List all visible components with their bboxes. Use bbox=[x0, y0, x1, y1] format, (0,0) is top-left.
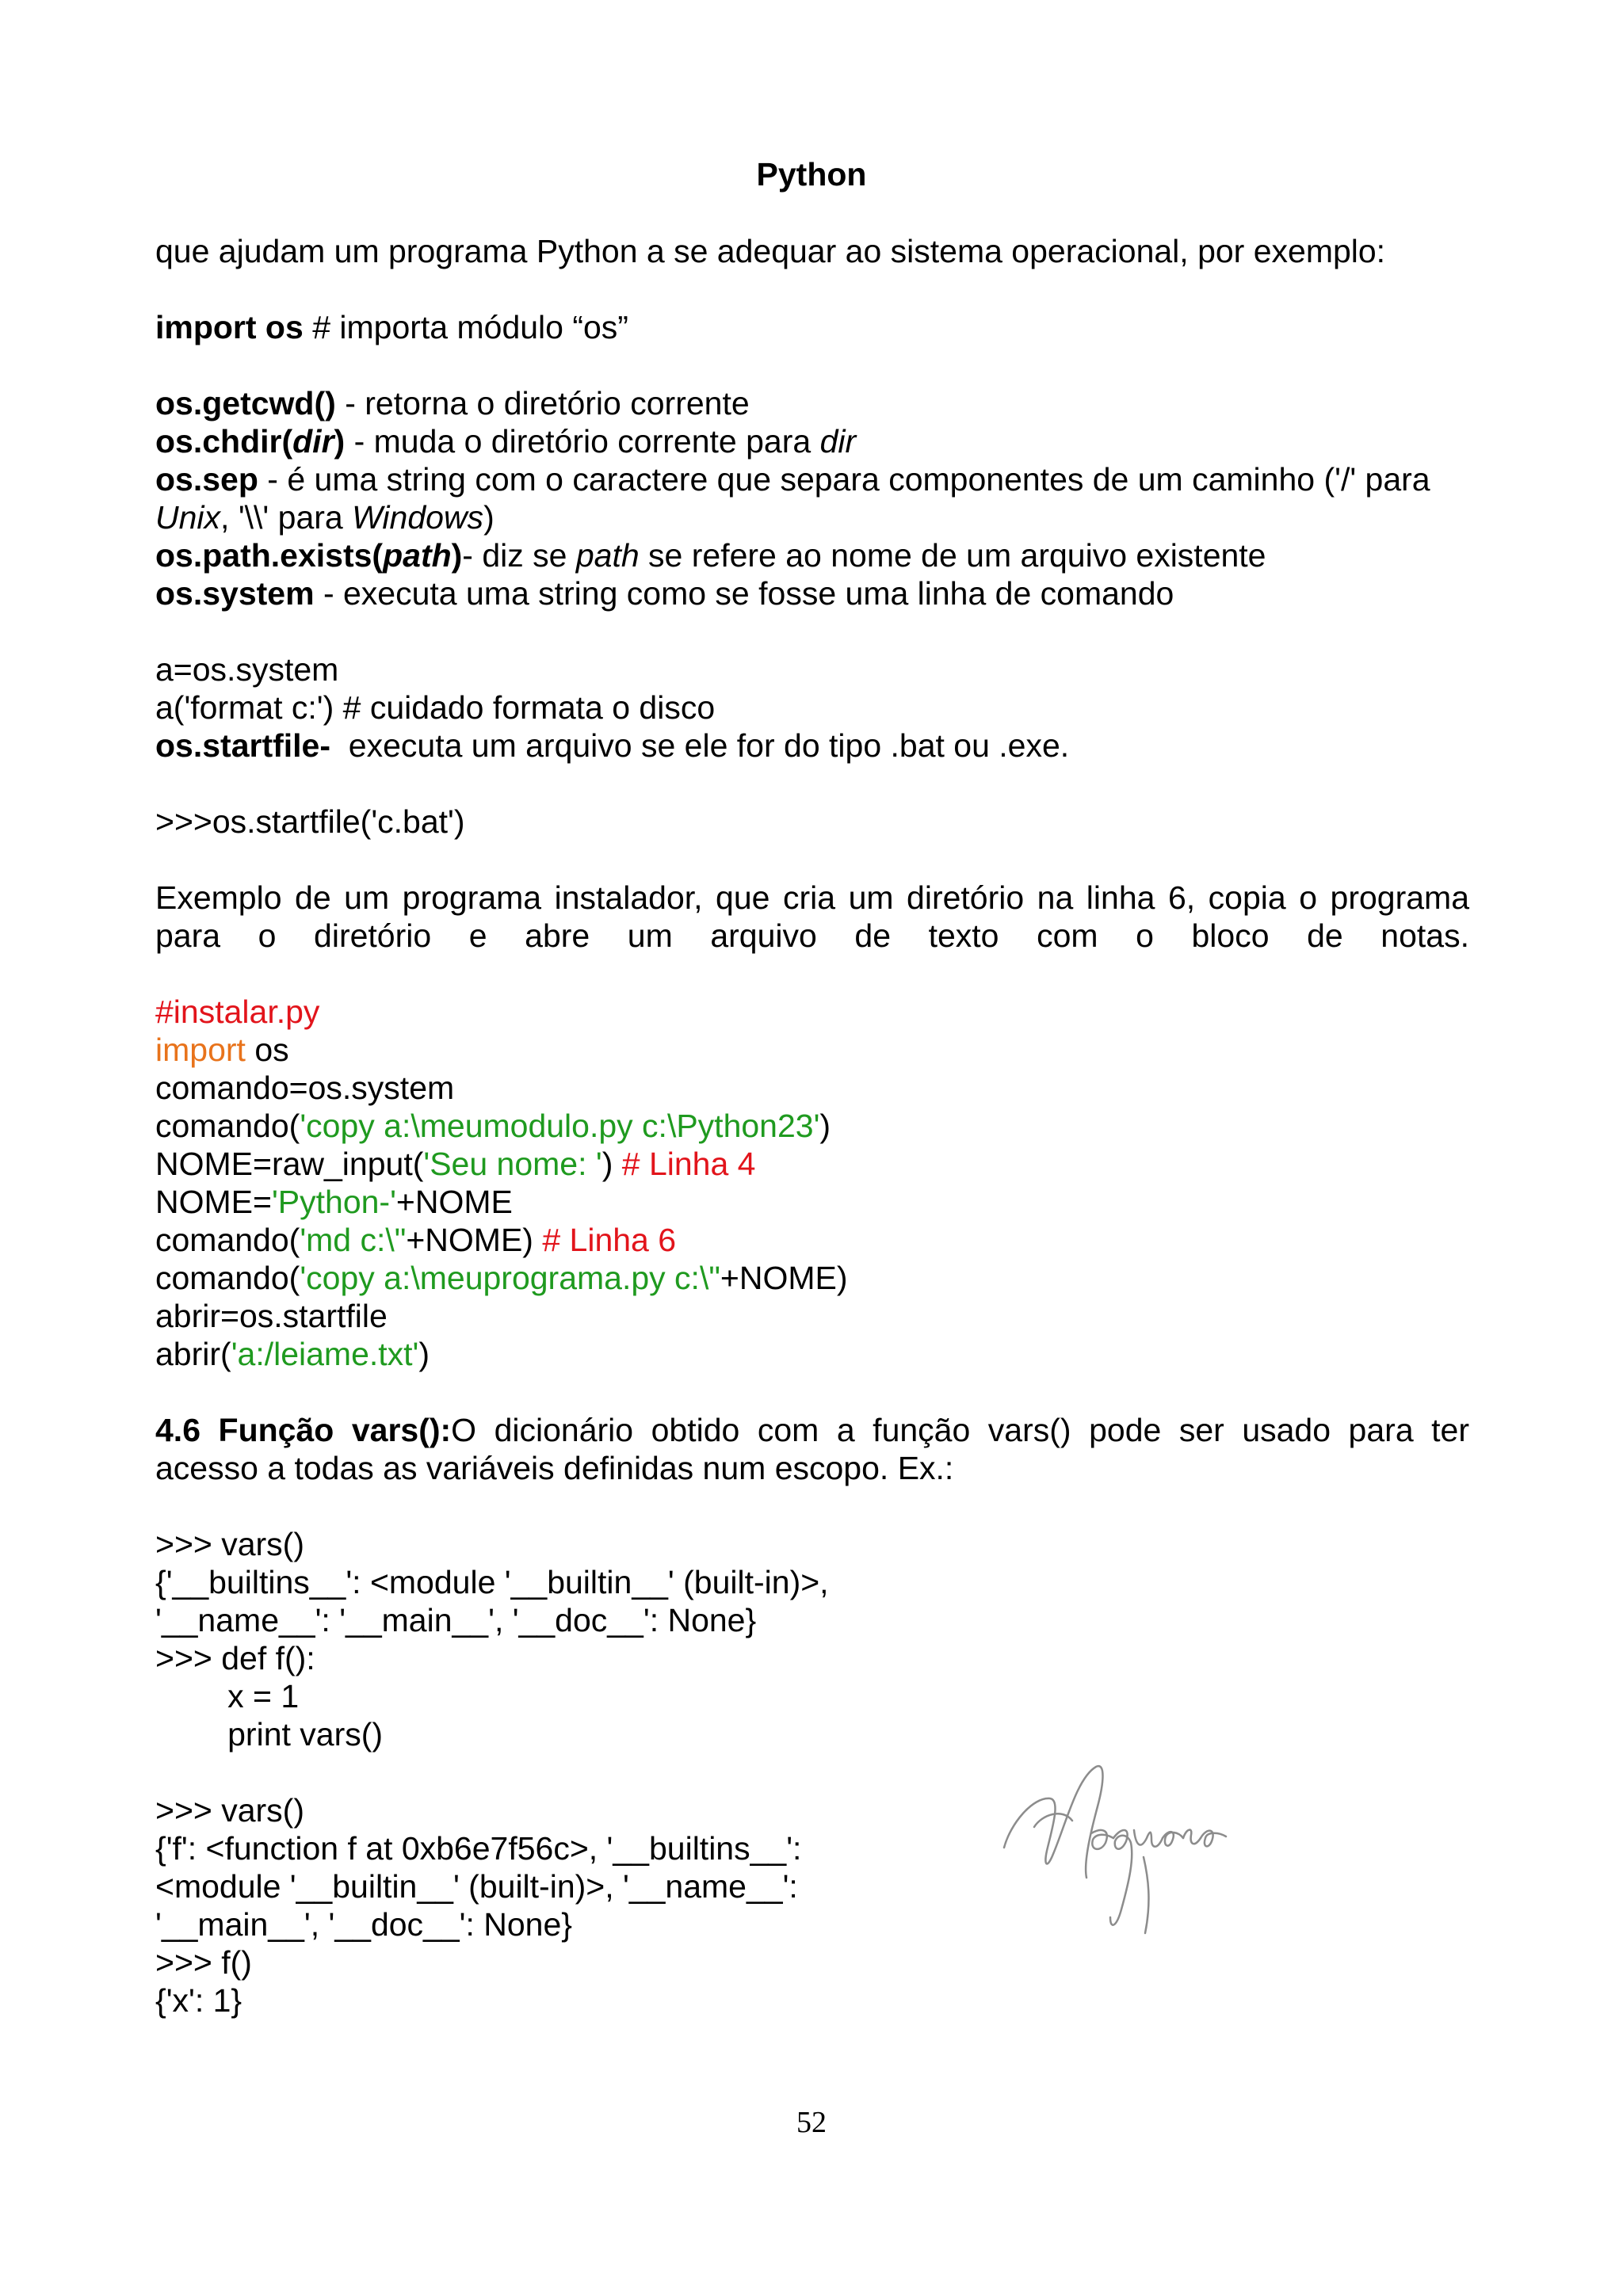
vars-line: {'__builtins__': <module '__builtin__' (built-in)>, bbox=[155, 1564, 829, 1600]
code-l10-a: abrir( bbox=[155, 1336, 231, 1372]
code-import-rest: os bbox=[245, 1032, 289, 1068]
code-line-9: abrir=os.startfile bbox=[155, 1298, 388, 1334]
startfile-example: >>>os.startfile('c.bat') bbox=[155, 803, 465, 840]
code-l4-b: ) bbox=[819, 1108, 831, 1144]
vars-line: >>> vars() bbox=[155, 1526, 304, 1562]
signature-drawing bbox=[995, 1751, 1232, 1941]
import-os-code: import os bbox=[155, 309, 304, 345]
signature-image bbox=[995, 1751, 1232, 1941]
code-l10-string: 'a:/leiame.txt' bbox=[231, 1336, 419, 1372]
code-line-6 bbox=[155, 1183, 513, 1221]
code-line-7 bbox=[155, 1221, 676, 1259]
exists-desc: - diz se bbox=[462, 537, 576, 574]
vars-line: {'f': <function f at 0xb6e7f56c>, '__builtins__': bbox=[155, 1830, 802, 1867]
vars-line: x = 1 bbox=[155, 1678, 300, 1714]
code-l8-b: +NOME) bbox=[720, 1260, 848, 1296]
system-example-line-2: a('format c:') # cuidado formata o disco bbox=[155, 689, 716, 726]
chdir-line bbox=[155, 422, 856, 460]
code-l4-a: comando( bbox=[155, 1108, 300, 1144]
code-line-3: comando=os.system bbox=[155, 1070, 455, 1106]
installer-description: Exemplo de um programa instalador, que cria um diretório na linha 6, copia o programa para o diretório e abre um arquivo de texto com o bloco de notas. bbox=[155, 879, 1469, 954]
section-46-line-2: acesso a todas as variáveis definidas num escopo. Ex.: bbox=[155, 1450, 954, 1486]
exists-line bbox=[155, 536, 1266, 574]
chdir-desc-arg: dir bbox=[819, 423, 857, 460]
section-46-title: 4.6 Função vars(): bbox=[155, 1412, 452, 1448]
section-46-line-1 bbox=[155, 1411, 1469, 1449]
getcwd-line bbox=[155, 384, 750, 422]
chdir-desc: - muda o diretório corrente para bbox=[345, 423, 820, 460]
code-l8-a: comando( bbox=[155, 1260, 300, 1296]
code-l5-a: NOME=raw_input( bbox=[155, 1146, 424, 1182]
code-line-10 bbox=[155, 1335, 430, 1373]
vars-line: <module '__builtin__' (built-in)>, '__name__': bbox=[155, 1868, 798, 1905]
import-os-line bbox=[155, 308, 628, 346]
startfile-name: os.startfile- bbox=[155, 727, 330, 764]
intro-text: que ajudam um programa Python a se adequar ao sistema operacional, por exemplo: bbox=[155, 233, 1386, 269]
sep-unix: Unix bbox=[155, 499, 221, 536]
vars-line: >>> f() bbox=[155, 1944, 252, 1981]
vars-line: '__main__', '__doc__': None} bbox=[155, 1906, 572, 1943]
code-l5-comment: # Linha 4 bbox=[621, 1146, 756, 1182]
vars-line: >>> vars() bbox=[155, 1792, 304, 1829]
startfile-line bbox=[155, 727, 1069, 765]
import-os-comment: # importa módulo “os” bbox=[303, 309, 628, 345]
exists-desc-rest: se refere ao nome de um arquivo existente bbox=[639, 537, 1266, 574]
code-import-keyword: import bbox=[155, 1032, 246, 1068]
code-l7-string: 'md c:\" bbox=[300, 1222, 407, 1258]
getcwd-name: os.getcwd() bbox=[155, 385, 336, 421]
startfile-desc: executa um arquivo se ele for do tipo .bat ou .exe. bbox=[330, 727, 1070, 764]
code-l7-comment: # Linha 6 bbox=[542, 1222, 677, 1258]
code-line-8 bbox=[155, 1259, 848, 1297]
exists-name: os.path.exists( bbox=[155, 537, 384, 574]
code-l7-a: comando( bbox=[155, 1222, 300, 1258]
vars-line: '__name__': '__main__', '__doc__': None} bbox=[155, 1602, 757, 1638]
code-line-5 bbox=[155, 1145, 755, 1183]
exists-close: ) bbox=[451, 537, 463, 574]
sep-backslash: , '\\' para bbox=[220, 499, 353, 536]
sep-desc: - é uma string com o caractere que separa componentes de um caminho ('/' para bbox=[258, 461, 1430, 498]
sep-line-2 bbox=[155, 498, 495, 536]
sep-windows: Windows bbox=[352, 499, 484, 536]
exists-arg: path bbox=[383, 537, 452, 574]
chdir-close: ) bbox=[334, 423, 346, 460]
vars-line: print vars() bbox=[155, 1716, 384, 1753]
sep-line bbox=[155, 460, 1430, 498]
code-l6-string: 'Python-' bbox=[271, 1184, 396, 1220]
page-number: 52 bbox=[796, 2106, 827, 2139]
code-l6-a: NOME= bbox=[155, 1184, 272, 1220]
code-line-2 bbox=[155, 1031, 289, 1069]
section-46-text: O dicionário obtido com a função vars() pode ser usado para ter bbox=[451, 1412, 1469, 1448]
page-header: Python bbox=[756, 156, 867, 193]
system-name: os.system bbox=[155, 575, 315, 612]
system-example-line-1: a=os.system bbox=[155, 651, 339, 688]
vars-line: >>> def f(): bbox=[155, 1640, 315, 1676]
code-l10-b: ) bbox=[418, 1336, 430, 1372]
code-l8-string: 'copy a:\meuprograma.py c:\" bbox=[300, 1260, 720, 1296]
sep-close: ) bbox=[483, 499, 495, 536]
code-line-4 bbox=[155, 1107, 831, 1145]
code-l5-string: 'Seu nome: ' bbox=[423, 1146, 602, 1182]
code-line-1: #instalar.py bbox=[155, 994, 320, 1030]
vars-line: {'x': 1} bbox=[155, 1982, 242, 2019]
chdir-arg: dir bbox=[292, 423, 334, 460]
sep-name: os.sep bbox=[155, 461, 258, 498]
getcwd-desc: - retorna o diretório corrente bbox=[335, 385, 750, 421]
system-desc: - executa uma string como se fosse uma linha de comando bbox=[314, 575, 1174, 612]
code-l4-string: 'copy a:\meumodulo.py c:\Python23' bbox=[300, 1108, 820, 1144]
code-l6-b: +NOME bbox=[395, 1184, 513, 1220]
system-line bbox=[155, 574, 1174, 612]
chdir-name: os.chdir( bbox=[155, 423, 293, 460]
exists-desc-arg: path bbox=[575, 537, 640, 574]
code-l7-b: +NOME) bbox=[406, 1222, 543, 1258]
code-l5-b: ) bbox=[601, 1146, 622, 1182]
